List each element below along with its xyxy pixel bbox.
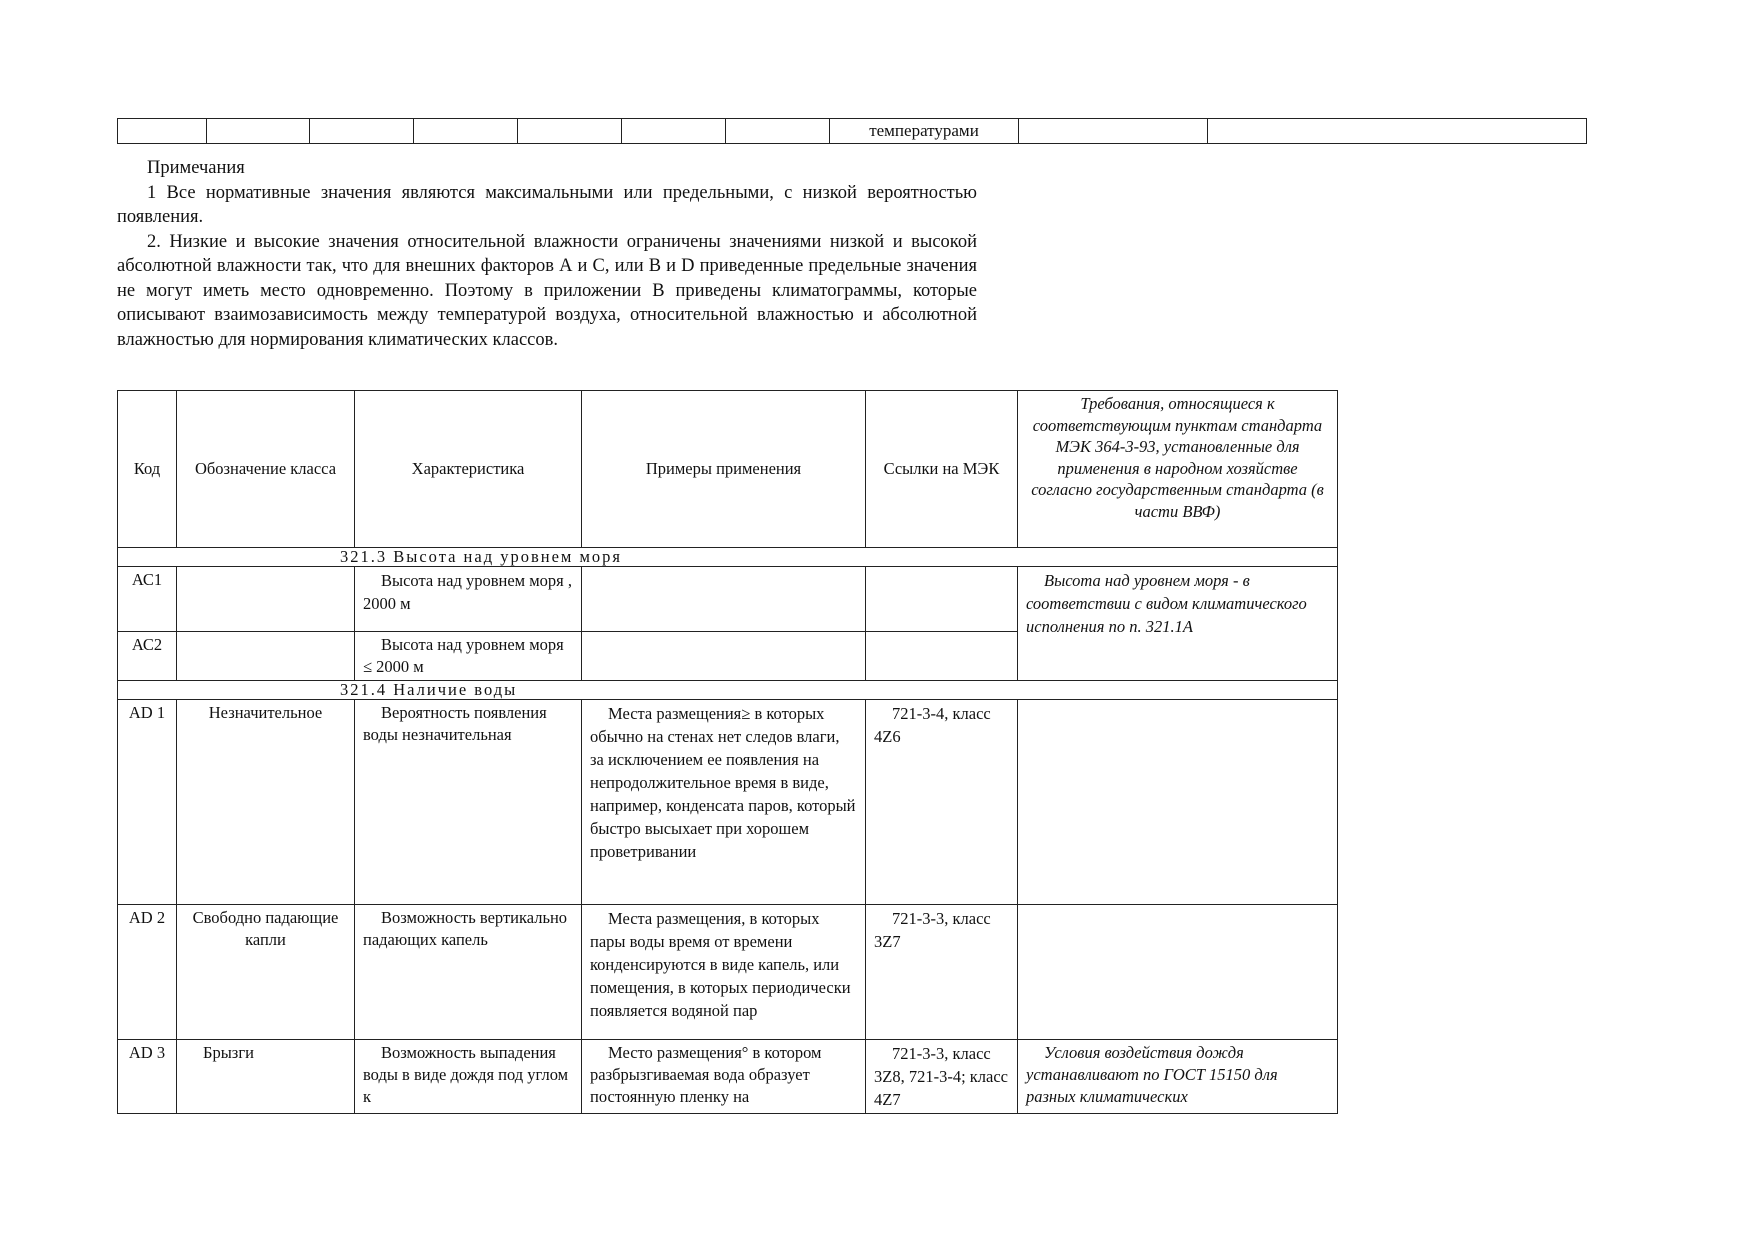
cell-characteristic: Возможность вертикально падающих капель bbox=[355, 905, 582, 1040]
cell-requirements: Условия воздействия дождя устанавливают по ГОСТ 15150 для разных климатических bbox=[1018, 1040, 1338, 1114]
header-characteristic: Характеристика bbox=[355, 391, 582, 548]
table-row-ad1 bbox=[118, 700, 1338, 905]
cell-code: АС1 bbox=[118, 567, 177, 632]
cell-examples: Места размещения≥ в которых обычно на стенах нет следов влаги, за исключением ее появления на непродолжительное время в виде, например, конденсата паров, который быстро высыхает при хорошем проветривании bbox=[582, 700, 866, 905]
table-row-ad2 bbox=[118, 905, 1338, 1040]
cell-refs: 721-3-3, класс 3Z8, 721-3-4; класс 4Z7 bbox=[866, 1040, 1018, 1114]
cell-code: АС2 bbox=[118, 632, 177, 681]
climate-classes-table bbox=[117, 390, 1338, 1114]
table-cell bbox=[1208, 119, 1587, 144]
notes-title: Примечания bbox=[147, 158, 245, 178]
cell-designation: Незначительное bbox=[177, 700, 355, 905]
table-row-ac1 bbox=[118, 567, 1338, 632]
header-requirements: Требования, относящиеся к соответствующим пунктам стандарта МЭК 364-3-93, установленные для применения в народном хозяйстве согласно государственным стандарта (в части ВВФ) bbox=[1018, 391, 1338, 548]
header-class-designation: Обозначение класса bbox=[177, 391, 355, 548]
table-cell bbox=[310, 119, 414, 144]
cell-characteristic: Высота над уровнем моря ≤ 2000 м bbox=[355, 632, 582, 681]
top-table-fragment bbox=[117, 118, 1587, 144]
cell-designation bbox=[177, 632, 355, 681]
cell-characteristic: Возможность выпадения воды в виде дождя под углом к bbox=[355, 1040, 582, 1114]
table-cell bbox=[622, 119, 726, 144]
cell-refs: 721-3-4, класс 4Z6 bbox=[866, 700, 1018, 905]
cell-requirements bbox=[1018, 700, 1338, 905]
section-row-water bbox=[118, 681, 1338, 700]
cell-refs bbox=[866, 567, 1018, 632]
cell-requirements-altitude: Высота над уровнем моря - в соответствии с видом климатического исполнения по п. 321.1А bbox=[1018, 567, 1338, 681]
cell-code: AD 1 bbox=[118, 700, 177, 905]
cell-designation: Свободно падающие капли bbox=[177, 905, 355, 1040]
cell-characteristic: Высота над уровнем моря , 2000 м bbox=[355, 567, 582, 632]
note-1: 1 Все нормативные значения являются максимальными или предельными, с низкой вероятностью появления. bbox=[117, 182, 977, 227]
table-cell bbox=[726, 119, 830, 144]
table-row-ad3 bbox=[118, 1040, 1338, 1114]
table-row bbox=[118, 119, 1587, 144]
section-row-altitude bbox=[118, 548, 1338, 567]
table-header-row bbox=[118, 391, 1338, 548]
notes-block bbox=[117, 156, 977, 352]
cell-designation bbox=[177, 567, 355, 632]
note-2: 2. Низкие и высокие значения относительной влажности ограничены значениями низкой и высокой абсолютной влажности так, что для внешних факторов А и С, или В и D приведенные предельные значения не могут иметь место одновременно. Поэтому в приложении В приведены климатограммы, которые описывают взаимозависимость между температурой воздуха, относительной влажностью и абсолютной влажностью для нормирования климатических классов. bbox=[117, 231, 977, 350]
cell-examples: Места размещения, в которых пары воды время от времени конденсируются в виде капель, или помещения, в которых периодически появляется водяной пар bbox=[582, 905, 866, 1040]
cell-examples bbox=[582, 567, 866, 632]
cell-refs bbox=[866, 632, 1018, 681]
cell-refs: 721-3-3, класс 3Z7 bbox=[866, 905, 1018, 1040]
cell-examples: Место размещения° в котором разбрызгиваемая вода образует постоянную пленку на bbox=[582, 1040, 866, 1114]
cell-code: AD 2 bbox=[118, 905, 177, 1040]
table-cell bbox=[518, 119, 622, 144]
cell-examples bbox=[582, 632, 866, 681]
cell-designation: Брызги bbox=[177, 1040, 355, 1114]
header-iec-refs: Ссылки на МЭК bbox=[866, 391, 1018, 548]
cell-characteristic: Вероятность появления воды незначительная bbox=[355, 700, 582, 905]
header-code: Код bbox=[118, 391, 177, 548]
table-cell bbox=[414, 119, 518, 144]
section-title-water: 321.4 Наличие воды bbox=[118, 681, 1338, 700]
table-cell bbox=[118, 119, 207, 144]
table-cell bbox=[1019, 119, 1208, 144]
cell-code: AD 3 bbox=[118, 1040, 177, 1114]
table-cell-temperatures: температурами bbox=[830, 119, 1019, 144]
table-cell bbox=[207, 119, 310, 144]
section-title-altitude: 321.3 Высота над уровнем моря bbox=[118, 548, 1338, 567]
header-examples: Примеры применения bbox=[582, 391, 866, 548]
cell-requirements bbox=[1018, 905, 1338, 1040]
